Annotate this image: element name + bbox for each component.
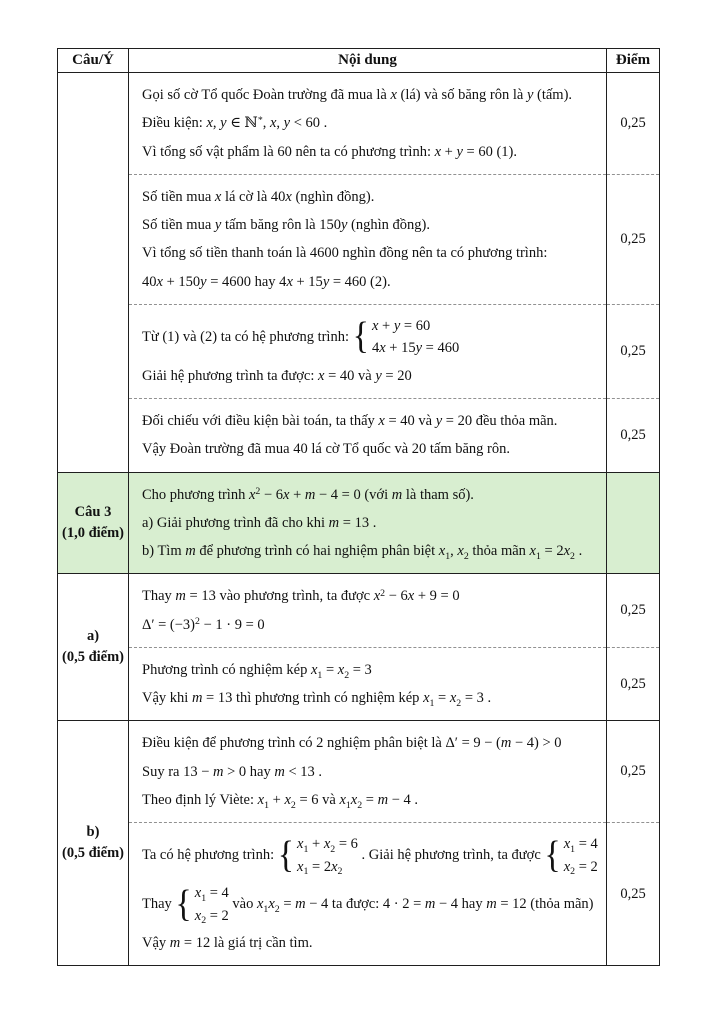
math-variable: m xyxy=(191,690,203,707)
text-run: ∈ ℕ xyxy=(226,115,258,132)
math-variable: x xyxy=(378,413,385,430)
question-label-line: (0,5 điểm) xyxy=(61,649,124,666)
text-run: Vì tổng số vật phẩm là 60 nên ta có phương trình: xyxy=(142,143,435,160)
header-cau-y: Câu/Ý xyxy=(58,49,129,73)
content-line xyxy=(142,81,600,109)
content-line xyxy=(142,239,600,267)
answer-row xyxy=(58,721,660,823)
text-run: + 150 xyxy=(162,273,201,290)
question-label-line: (1,0 điểm) xyxy=(61,524,124,541)
math-variable: m xyxy=(328,514,340,531)
score-cell: 0,25 xyxy=(607,73,660,175)
system-equations xyxy=(564,833,598,878)
text-run: − 4) > 0 xyxy=(511,735,562,752)
subscript: 2 xyxy=(201,915,207,927)
text-run: b) Tìm xyxy=(142,543,186,560)
text-run: , xyxy=(450,543,458,560)
text-run: Từ (1) và (2) ta có hệ phương trình: xyxy=(142,328,353,345)
text-run: Δ′ = (−3) xyxy=(142,616,196,633)
text-run: + xyxy=(269,791,285,808)
text-run: − 4 ta được: 4 · 2 = xyxy=(305,895,425,912)
text-run: + 15 xyxy=(385,340,416,357)
text-run: . xyxy=(574,543,583,560)
text-run: − 4 = 0 (với xyxy=(315,486,392,503)
math-variable: y xyxy=(375,367,382,384)
text-run: = 13 thì phương trình có nghiệm kép xyxy=(202,690,424,707)
math-variable: x xyxy=(257,791,265,808)
text-run: = 40 và xyxy=(384,413,436,430)
subscript: 1 xyxy=(264,799,270,811)
math-variable: x xyxy=(194,885,202,902)
math-variable: m xyxy=(185,543,196,560)
math-variable: y xyxy=(526,87,534,103)
left-brace: { xyxy=(544,834,561,876)
score-cell xyxy=(607,472,660,574)
subscript: 2 xyxy=(337,866,343,878)
text-run: − 4 . xyxy=(388,791,419,808)
math-variable: y xyxy=(435,413,443,430)
math-variable: x xyxy=(214,188,222,205)
math-variable: x xyxy=(438,543,446,560)
text-run: < 60 . xyxy=(290,115,328,132)
text-run: Đối chiếu với điều kiện bài toán, ta thấy xyxy=(142,413,379,430)
content-line xyxy=(142,138,600,166)
content-line xyxy=(142,407,600,435)
text-run: Số tiền mua xyxy=(142,217,215,234)
text-run: Vì tổng số tiền thanh toán là 4600 nghìn đồng nên ta có phương trình: xyxy=(142,245,548,262)
math-variable: x xyxy=(268,895,275,912)
subscript: 1 xyxy=(445,550,451,562)
header-diem: Điểm xyxy=(607,49,660,73)
content-line xyxy=(142,729,600,757)
text-run: a) Giải phương trình đã cho khi xyxy=(142,514,329,531)
math-variable: x xyxy=(337,661,345,678)
text-run: = 12 (thỏa mãn) xyxy=(496,895,594,912)
subscript: 1 xyxy=(535,550,541,562)
text-run: = 2 xyxy=(206,907,229,924)
text-run: , xyxy=(212,115,221,132)
text-run: = 4 xyxy=(575,836,598,853)
text-run: + xyxy=(308,836,324,853)
text-run: tấm băng rôn là 150 xyxy=(221,217,341,234)
subscript: 2 xyxy=(344,669,350,681)
system-equation-line xyxy=(297,856,358,878)
text-run: . Giải hệ phương trình, ta được xyxy=(357,847,545,864)
text-run: = 40 và xyxy=(324,367,376,384)
subscript: 2 xyxy=(290,799,296,811)
score-cell: 0,25 xyxy=(607,399,660,473)
superscript: 2 xyxy=(255,485,261,497)
text-run: + xyxy=(378,317,394,334)
text-run: Ta có hệ phương trình: xyxy=(142,847,278,864)
text-run: = xyxy=(362,791,378,808)
math-variable: x xyxy=(373,588,381,605)
content-line xyxy=(142,831,600,880)
math-variable: y xyxy=(200,273,207,290)
math-variable: m xyxy=(486,895,497,912)
content-cell xyxy=(129,721,607,823)
math-variable: x xyxy=(350,791,358,808)
text-run: = 460 (2). xyxy=(329,273,391,290)
text-run: là tham số). xyxy=(402,486,474,503)
system-equation-line xyxy=(564,856,598,878)
math-variable: x xyxy=(285,188,292,205)
subscript: 1 xyxy=(429,697,435,709)
text-run: = 2 xyxy=(540,543,564,560)
equation-system xyxy=(353,315,460,360)
subscript: 1 xyxy=(303,866,309,878)
left-brace: { xyxy=(277,834,295,876)
math-variable: m xyxy=(274,763,285,780)
text-run: = xyxy=(279,895,296,912)
text-run: Phương trình có nghiệm kép xyxy=(142,661,311,678)
text-run: Số tiền mua xyxy=(142,188,215,205)
question-label-line: b) xyxy=(86,824,100,841)
subscript: 2 xyxy=(274,903,280,915)
math-variable: x xyxy=(194,907,202,924)
content-cell xyxy=(129,647,607,721)
math-variable: y xyxy=(322,273,330,290)
equation-system xyxy=(278,833,358,878)
math-variable: x xyxy=(371,317,379,334)
text-run: = 3 . xyxy=(461,690,492,707)
content-line xyxy=(142,537,600,565)
math-variable: x xyxy=(390,87,397,103)
text-run: = 6 và xyxy=(295,791,340,808)
answer-row xyxy=(58,472,660,574)
system-equation-line xyxy=(195,882,229,904)
content-line xyxy=(142,929,600,957)
text-run: Thay xyxy=(142,895,176,912)
answer-row xyxy=(58,174,660,304)
math-variable: x xyxy=(310,661,318,678)
table-body xyxy=(58,73,660,966)
text-run: = 13 vào phương trình, ta được xyxy=(185,588,374,605)
text-run: = 6 xyxy=(335,836,358,853)
math-variable: y xyxy=(220,115,227,132)
content-cell xyxy=(129,304,607,398)
subscript: 1 xyxy=(317,669,323,681)
text-run: 40 xyxy=(142,273,157,290)
math-variable: x xyxy=(297,858,304,875)
math-variable: x xyxy=(563,836,571,853)
text-run: , xyxy=(276,115,284,132)
math-variable: x xyxy=(331,858,338,875)
text-run: = xyxy=(434,690,450,707)
superscript: 2 xyxy=(195,615,200,627)
math-variable: x xyxy=(407,588,415,605)
math-variable: x xyxy=(434,143,442,160)
subscript: 2 xyxy=(330,843,336,855)
answer-row xyxy=(58,73,660,175)
left-brace: { xyxy=(352,315,369,358)
text-run: = 60 (1). xyxy=(462,143,517,160)
math-variable: x xyxy=(284,791,291,808)
math-variable: y xyxy=(415,340,423,357)
content-cell xyxy=(129,472,607,574)
math-variable: x xyxy=(256,895,264,912)
text-run: + xyxy=(441,143,457,160)
question-label-line: (0,5 điểm) xyxy=(61,845,124,862)
text-run: = 460 xyxy=(422,340,460,357)
text-run: = 4 xyxy=(206,885,229,902)
math-variable: x xyxy=(449,690,457,707)
text-run: Suy ra 13 − xyxy=(142,763,214,780)
content-line xyxy=(142,211,600,239)
text-run: = 2 xyxy=(575,858,598,875)
content-line xyxy=(142,435,600,463)
text-run: − 4 hay xyxy=(435,895,487,912)
text-run: vào xyxy=(228,895,257,912)
score-cell: 0,25 xyxy=(607,721,660,823)
math-variable: x xyxy=(156,273,163,290)
math-variable: y xyxy=(393,317,401,334)
math-variable: x xyxy=(339,791,346,808)
answer-table xyxy=(57,48,660,966)
subscript: 2 xyxy=(357,799,363,811)
subscript: 1 xyxy=(345,799,351,811)
content-line xyxy=(142,656,600,684)
content-line xyxy=(142,880,600,929)
system-equation-line xyxy=(195,905,229,927)
content-line xyxy=(142,183,600,211)
math-variable: x xyxy=(286,273,293,290)
question-label-cell xyxy=(58,721,129,966)
header-noi-dung: Nội dung xyxy=(129,49,607,73)
math-variable: x xyxy=(563,543,571,560)
content-line xyxy=(142,684,600,712)
answer-row xyxy=(58,574,660,648)
math-variable: m xyxy=(295,895,306,912)
subscript: 2 xyxy=(456,697,462,709)
math-variable: m xyxy=(213,763,224,780)
math-variable: m xyxy=(304,486,316,503)
content-cell xyxy=(129,399,607,473)
text-run: Điều kiện: xyxy=(142,115,207,132)
math-variable: y xyxy=(456,143,463,160)
superscript: 2 xyxy=(380,587,386,599)
table-header xyxy=(58,49,660,73)
text-run: = 4600 hay 4 xyxy=(206,273,287,290)
content-line xyxy=(142,758,600,786)
content-line xyxy=(142,109,600,137)
math-variable: y xyxy=(214,217,222,234)
math-variable: x xyxy=(269,115,277,132)
math-variable: m xyxy=(391,486,403,503)
text-run: − 1 · 9 = 0 xyxy=(199,616,265,633)
system-equation-line xyxy=(372,315,459,337)
text-run: Điều kiện để phương trình có 2 nghiệm phân biệt là Δ′ = 9 − ( xyxy=(142,735,501,752)
math-variable: x xyxy=(283,486,290,503)
question-label-cell xyxy=(58,574,129,721)
system-equation-line xyxy=(372,337,459,359)
text-run: = xyxy=(322,661,338,678)
system-equation-line xyxy=(564,833,598,855)
math-variable: m xyxy=(175,588,186,605)
question-label-cell xyxy=(58,73,129,473)
answer-row xyxy=(58,823,660,966)
content-line xyxy=(142,268,600,296)
score-cell: 0,25 xyxy=(607,174,660,304)
left-brace: { xyxy=(175,883,192,925)
content-cell xyxy=(129,174,607,304)
answer-row xyxy=(58,399,660,473)
math-variable: m xyxy=(169,935,181,952)
text-run: 4 xyxy=(371,340,380,357)
text-run: − 6 xyxy=(385,588,408,605)
score-cell: 0,25 xyxy=(607,574,660,648)
question-label-line: Câu 3 xyxy=(74,503,112,520)
math-variable: m xyxy=(500,735,512,752)
system-equations xyxy=(297,833,358,878)
math-variable: m xyxy=(424,895,436,912)
text-run: = 13 . xyxy=(339,514,377,531)
math-variable: x xyxy=(379,340,386,357)
text-run: (nghìn đồng). xyxy=(291,188,375,205)
equation-system xyxy=(544,833,597,878)
content-line xyxy=(142,611,600,639)
content-cell xyxy=(129,574,607,648)
content-cell xyxy=(129,73,607,175)
text-run: (tấm). xyxy=(533,87,573,103)
question-label-cell xyxy=(58,472,129,574)
text-run: − 6 xyxy=(260,486,284,503)
subscript: 2 xyxy=(570,550,575,562)
math-variable: x xyxy=(248,486,256,503)
subscript: 2 xyxy=(463,550,469,562)
text-run: thỏa mãn xyxy=(468,543,530,560)
text-run: (lá) và số băng rôn là xyxy=(396,87,527,103)
content-line xyxy=(142,582,600,610)
text-run: = 20 xyxy=(381,367,412,384)
text-run: + xyxy=(289,486,305,503)
content-line xyxy=(142,481,600,509)
math-variable: x xyxy=(297,836,304,853)
text-run: Vậy Đoàn trường đã mua 40 lá cờ Tổ quốc và 20 tấm băng rôn. xyxy=(142,441,511,458)
text-run: Vậy khi xyxy=(142,690,192,707)
content-line xyxy=(142,509,600,537)
text-run: Vậy xyxy=(142,935,170,952)
math-variable: x xyxy=(529,543,536,560)
score-cell: 0,25 xyxy=(607,304,660,398)
question-label-line: a) xyxy=(86,628,100,645)
text-run: Thay xyxy=(142,588,176,605)
math-variable: x xyxy=(206,115,213,132)
math-variable: x xyxy=(457,543,464,560)
header-row xyxy=(58,49,660,73)
content-cell xyxy=(129,823,607,966)
system-equations xyxy=(372,315,459,360)
text-run: để phương trình có hai nghiệm phân biệt xyxy=(195,543,439,560)
score-cell: 0,25 xyxy=(607,647,660,721)
text-run: + 9 = 0 xyxy=(414,588,460,605)
subscript: 1 xyxy=(201,892,207,904)
text-run: = 2 xyxy=(308,858,332,875)
text-run: Theo định lý Viète: xyxy=(142,791,258,808)
text-run: (nghìn đồng). xyxy=(347,217,430,234)
text-run: + 15 xyxy=(292,273,323,290)
content-line xyxy=(142,313,600,362)
subscript: 1 xyxy=(303,843,309,855)
text-run: > 0 hay xyxy=(223,763,275,780)
content-line xyxy=(142,786,600,814)
text-run: lá cờ là 40 xyxy=(221,188,286,205)
text-run: = 3 xyxy=(349,661,372,678)
text-run: < 13 . xyxy=(284,763,323,780)
math-variable: y xyxy=(340,217,348,234)
text-run: Cho phương trình xyxy=(142,486,249,503)
math-variable: m xyxy=(377,791,389,808)
system-equation-line xyxy=(297,833,358,855)
math-variable: y xyxy=(283,115,291,132)
text-run: Giải hệ phương trình ta được: xyxy=(142,367,319,384)
math-variable: x xyxy=(318,367,325,384)
score-cell: 0,25 xyxy=(607,823,660,966)
math-variable: x xyxy=(323,836,331,853)
math-variable: x xyxy=(423,690,430,707)
subscript: 1 xyxy=(263,903,269,915)
subscript: 1 xyxy=(570,843,576,855)
system-equations xyxy=(195,882,229,927)
text-run: Gọi số cờ Tổ quốc Đoàn trường đã mua là xyxy=(142,87,391,103)
math-variable: x xyxy=(563,858,571,875)
superscript: * xyxy=(257,114,263,126)
content-line xyxy=(142,362,600,390)
subscript: 2 xyxy=(570,866,576,878)
text-run: = 12 là giá trị cần tìm. xyxy=(180,935,313,952)
equation-system xyxy=(175,882,228,927)
text-run: = 60 xyxy=(400,317,431,334)
text-run: , xyxy=(262,115,270,132)
answer-row xyxy=(58,647,660,721)
answer-row xyxy=(58,304,660,398)
text-run: = 20 đều thỏa mãn. xyxy=(442,413,558,430)
